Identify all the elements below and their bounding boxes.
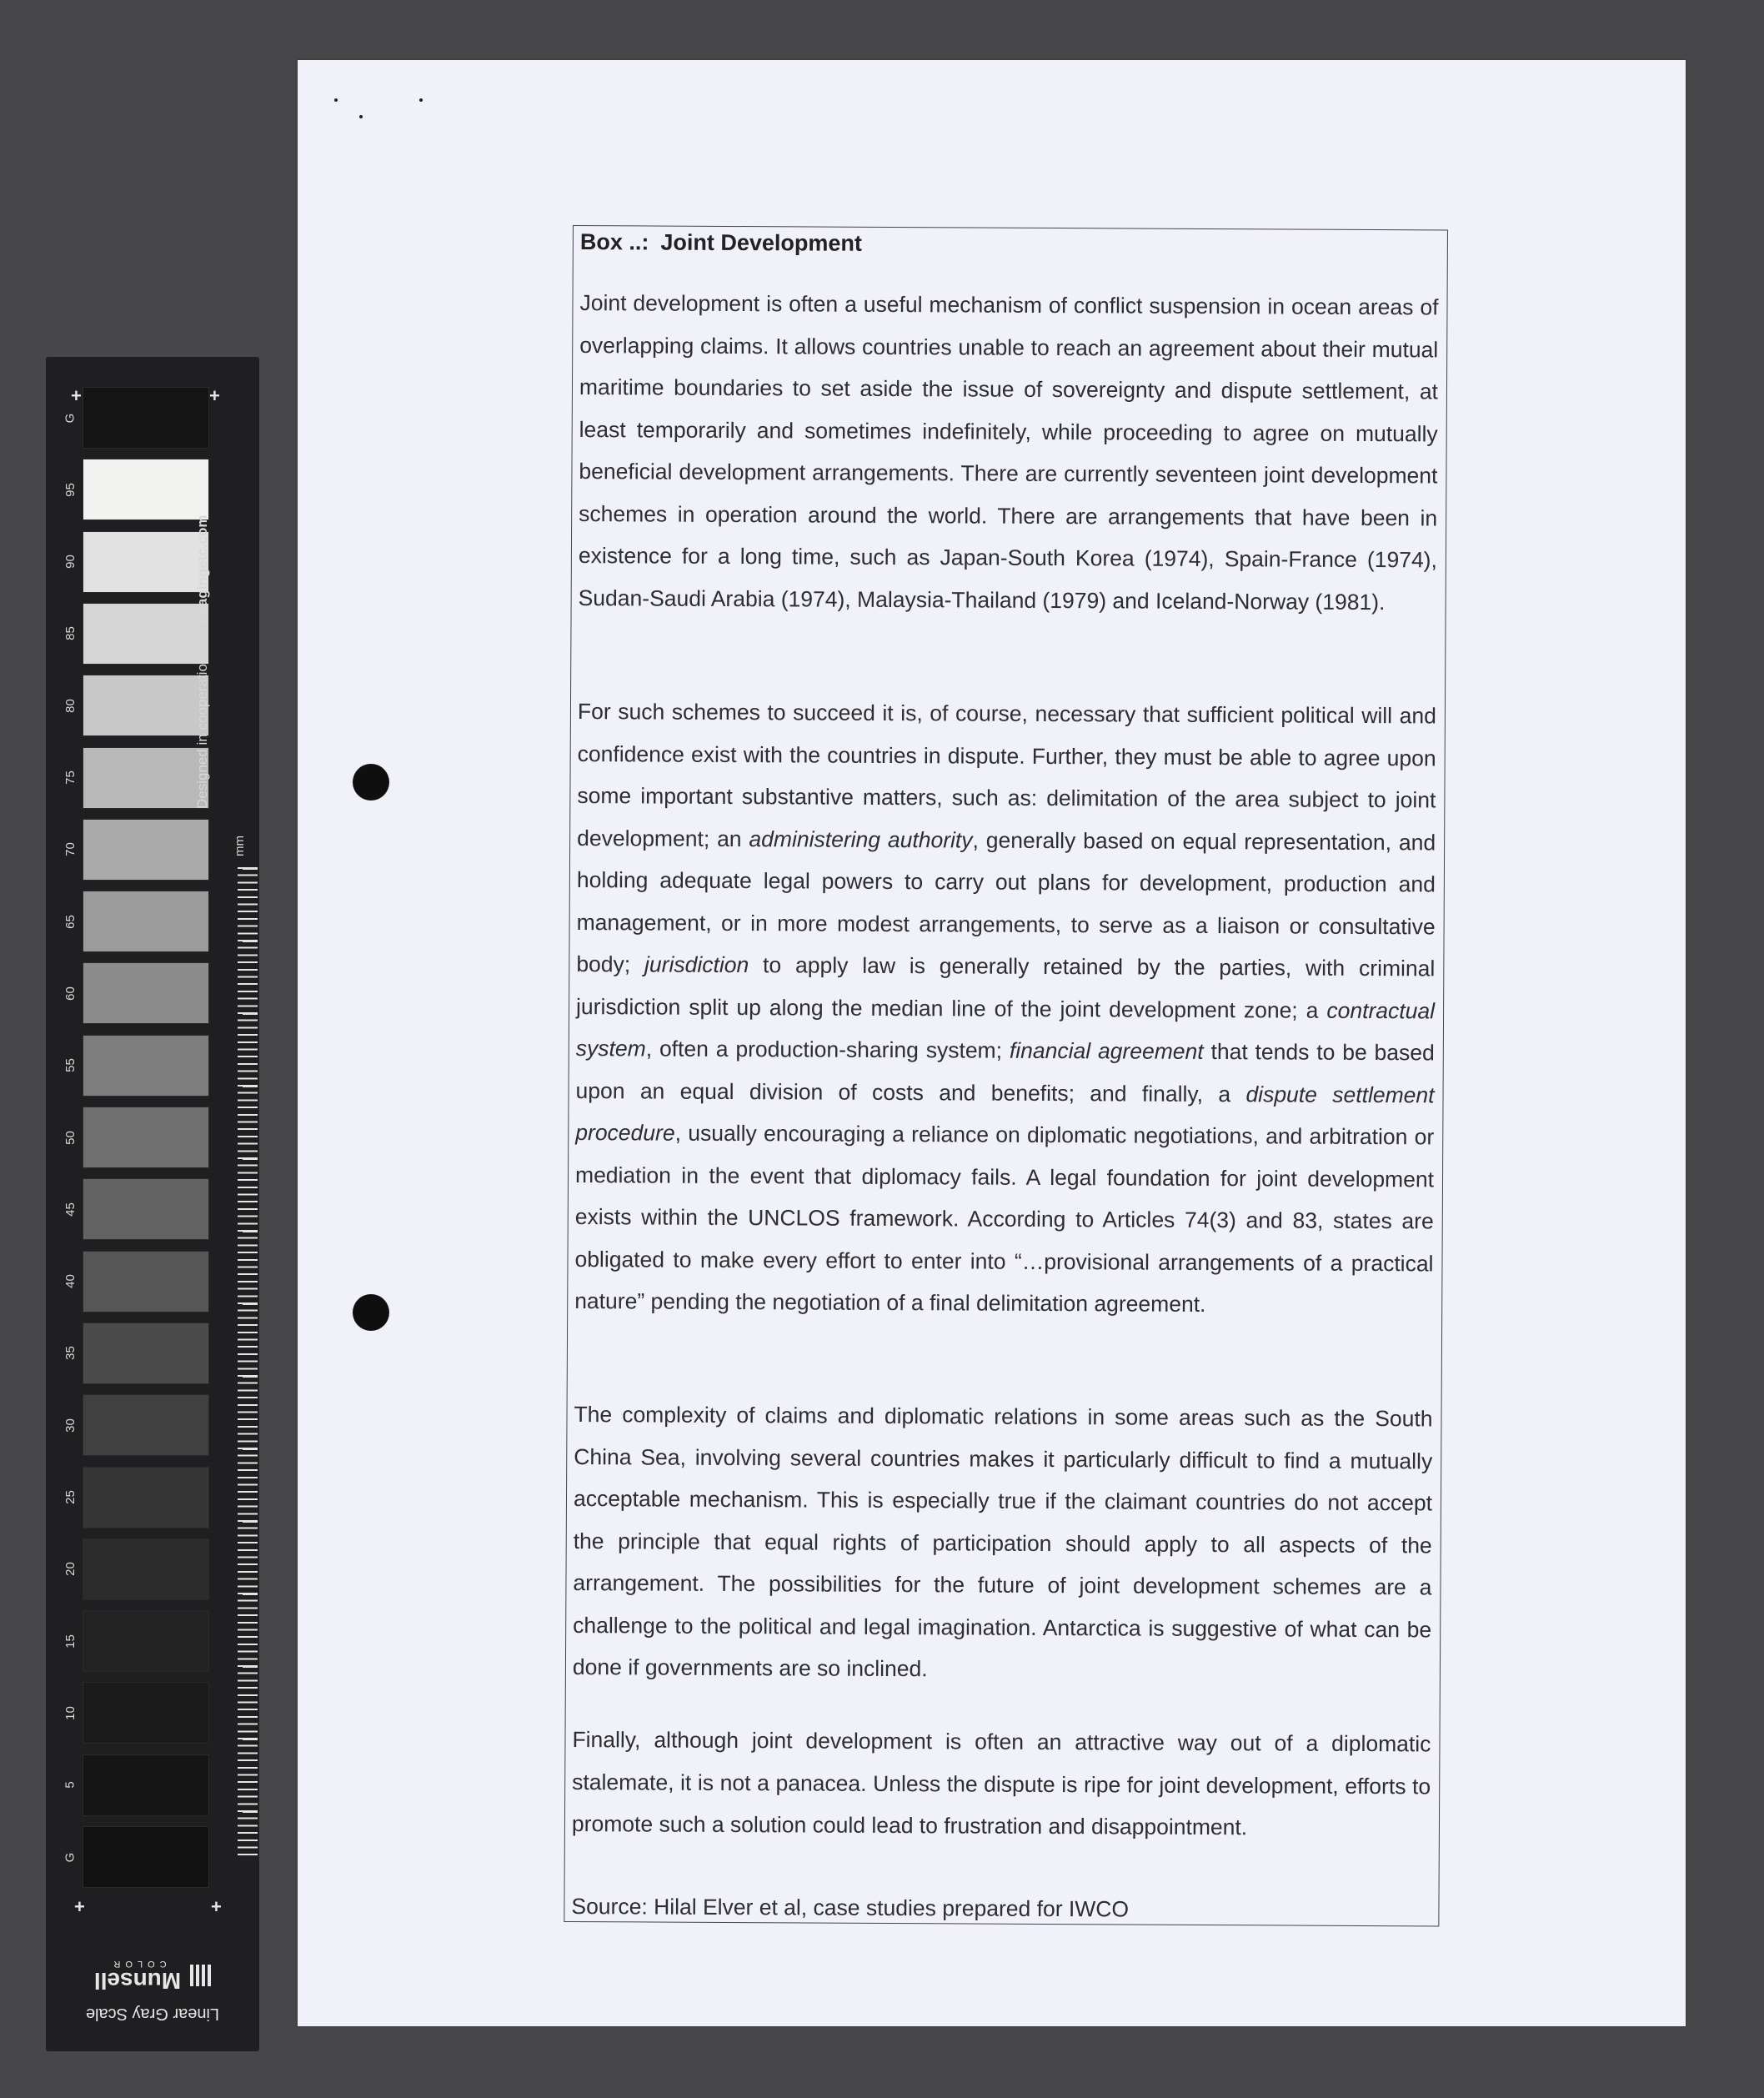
patch-label: 20 [63,1562,78,1577]
paper-sheet [298,60,1686,2026]
paper-speck [359,115,363,118]
credit-text: Designed in cooperation with imagingetc.com [194,514,210,809]
patch-label: 25 [63,1490,78,1504]
paper-speck [419,98,423,102]
gray-patch [83,1107,209,1168]
gray-patch [83,531,209,593]
patch-label: 55 [63,1058,78,1073]
paragraph-4: Finally, although joint development is often an attractive way out of a diplomatic stalemate, it is not a panacea. Unless the dispute is ripe for joint development, efforts to promote such a solution could lead to frustration and disappointment. [571,1727,1431,1840]
paper-speck [334,98,338,102]
patch-label: 35 [63,1346,78,1361]
patch-label: 70 [63,842,78,857]
box-label: Box ..: [579,229,649,255]
registration-mark: + [211,1896,222,1917]
patch-label: G [63,1852,78,1862]
gray-patch [83,1251,209,1313]
patch-label: 30 [63,1418,78,1433]
gray-patch [83,603,209,665]
ruler-unit-label: mm [233,836,247,856]
mm-ruler-major-ticks [243,867,258,1860]
paragraph-1: Joint development is often a useful mechanism of conflict suspension in ocean areas of overlapping claims. It allows countries unable to reach an agreement about their mutual maritime boundaries to set aside the issue of sovereignty and dispute settlement, at least temporarily and sometimes indefinitely, while proceeding to agree on mutually beneficial development arrangements. There are currently seventeen joint development schemes in operation around the world. There are arrangements that have been in existence for a long time, such as Japan-South Korea (1974), Spain-France (1974), Sudan-Saudi Arabia (1974), Malaysia-Thailand (1979) and Iceland-Norway (1981). [578,290,1439,615]
patch-label: 45 [63,1202,78,1217]
gray-patch [83,962,209,1024]
gray-patch [83,1323,209,1384]
gray-patch [83,747,209,809]
registration-mark: + [71,385,82,406]
patch-label: 75 [63,770,78,785]
patch-label: 15 [63,1634,78,1649]
gray-patch [83,1610,209,1672]
patch-label: 85 [63,626,78,641]
gray-patch [83,1178,209,1240]
joint-development-box [564,225,1448,1926]
gray-patch [83,1467,209,1528]
gray-patch [83,1826,209,1888]
brand-block [73,1933,232,2033]
gray-patch [83,1682,209,1744]
scale-title: Linear Gray Scale [85,2005,220,2023]
patch-label: 40 [63,1274,78,1288]
gray-patch [83,891,209,952]
patch-label: 90 [63,555,78,569]
patch-label: 95 [63,482,78,497]
gray-patch [83,675,209,736]
gray-patch [83,459,209,520]
registration-mark: + [74,1896,85,1917]
gray-patch [83,1754,209,1816]
brand-sub: COLOR [108,1959,167,1969]
box-title [580,229,862,257]
patch-label: 80 [63,698,78,713]
patch-label: 5 [63,1781,78,1789]
patch-label: 60 [63,986,78,1001]
gray-scale-card [46,357,259,2051]
paragraph-3: The complexity of claims and diplomatic relations in some areas such as the South China Sea, involving several countries makes it particularly difficult to find a mutually acceptable mechanism. This is especially true if the claimant countries do not accept the principle that equal rights of participation should apply to all aspects of the arrangement. The possibilities for the future of joint development schemes are a challenge to the political and legal imagination. Antarctica is suggestive of what can be done if governments are so inclined. [572,1402,1433,1682]
registration-mark: + [209,385,220,406]
box-heading: Joint Development [660,229,863,256]
gray-patch [83,1394,209,1456]
paragraph-2: For such schemes to succeed it is, of course, necessary that sufficient political will and confidence exist with the countries in dispute. Further, they must be able to agree upon some important substantive matters, such as: delimitation of the area subject to joint development; an administering authority, generally based on equal representation, and holding adequate legal powers to carry out plans for development, production and management, or in more modest arrangements, to serve as a liaison or consultative body; jurisdiction to apply law is generally retained by the parties, with criminal jurisdiction split up along the median line of the joint development zone; a contractual system, often a production-sharing system; financial agreement that tends to be based upon an equal division of costs and benefits; and finally, a dispute settlement procedure, usually encouraging a reliance on diplomatic negotiations, and arbitration or mediation in the event that diplomacy fails. A legal foundation for joint development exists within the UNCLOS framework. According to Articles 74(3) and 83, states are obligated to make every effort to enter into “…provisional arrangements of a practical nature” pending the negotiation of a final delimitation agreement. [574,699,1437,1317]
gray-patch [83,387,209,449]
gray-patch [83,1538,209,1600]
punch-hole [353,1294,389,1331]
patch-label: 50 [63,1130,78,1145]
brand-name: Munsell [93,1968,182,1994]
patch-label: 10 [63,1706,78,1720]
source-line: Source: Hilal Elver et al, case studies prepared for IWCO [571,1894,1130,1922]
gray-patch [83,1035,209,1097]
punch-hole [353,764,389,801]
patch-label: G [63,413,78,423]
munsell-logo-icon [189,1965,211,1986]
gray-patch [83,819,209,881]
patch-label: 65 [63,914,78,929]
